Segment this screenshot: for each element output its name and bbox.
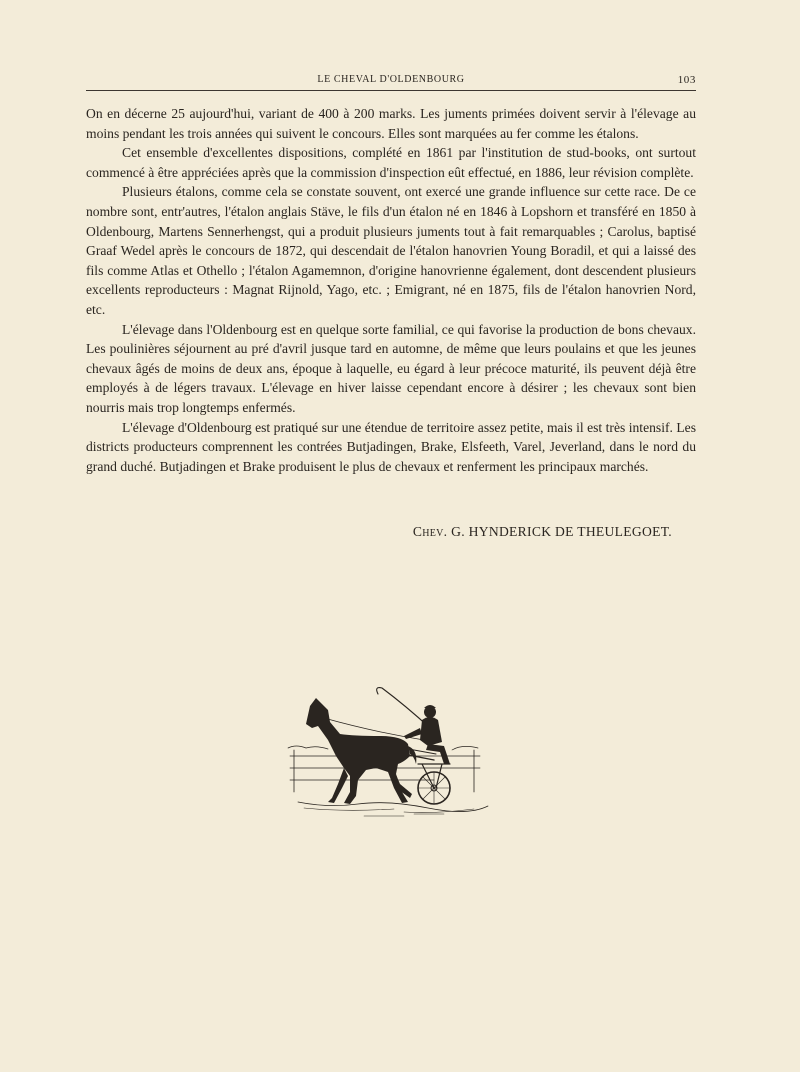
author-signature [86, 524, 672, 540]
signature-name: G. HYNDERICK DE THEULEGOET. [451, 524, 672, 539]
signature-prefix: Chev. [412, 524, 448, 539]
running-title: LE CHEVAL D'OLDENBOURG [317, 74, 465, 85]
header-rule [86, 90, 696, 91]
page-number: 103 [677, 74, 696, 86]
running-header [86, 72, 696, 90]
paragraph: Plusieurs étalons, comme cela se constate souvent, ont exercé une grande influence sur cette race. De ce nombre sont, entr'autres, l'étalon anglais Stäve, le fils d'un étalon né en 1846 à Lopshorn et transféré en 1850 à Oldenbourg, Martens Sennerhengst, qui a produit plusieurs juments tout à fait remarquables ; Carolus, baptisé Graaf Wedel après le concours de 1872, qui descendait de l'étalon hanovrien Young Boradil, et qui a laissé des fils comme Atlas et Othello ; l'étalon Agamemnon, d'origine hanovrienne également, dont descendent plusieurs excellents reproducteurs : Magnat Rijnold, Yago, etc. ; Emigrant, né en 1875, fils de l'étalon hanovrien Nord, etc. [86, 184, 696, 317]
body-text [86, 104, 696, 476]
paragraph: Cet ensemble d'excellentes dispositions, complété en 1861 par l'institution de stud-books, ont surtout commencé à être appréciées après que la commission d'inspection eût effectué, en 1886, leur révision complète. [86, 145, 696, 180]
paragraph: On en décerne 25 aujourd'hui, variant de 400 à 200 marks. Les juments primées doivent servir à l'élevage au moins pendant les trois années qui suivent le concours. Elles sont marquées au fer comme les étalons. [86, 106, 696, 141]
paragraph: L'élevage d'Oldenbourg est pratiqué sur une étendue de territoire assez petite, mais il est très intensif. Les districts producteurs comprennent les contrées Butjadingen, Brake, Elsfeeth, Varel, Jeverland, dans le nord du grand duché. Butjadingen et Brake produisent le plus de chevaux et renferment les principaux marchés. [86, 419, 696, 474]
paragraph: L'élevage dans l'Oldenbourg est en quelque sorte familial, ce qui favorise la production de bons chevaux. Les poulinières séjournent au pré d'avril jusque tard en automne, de même que leurs poulains et que les jeunes chevaux âgés de moins de deux ans, époque à laquelle, eu égard à leur précoce maturité, ils peuvent déjà être employés à de légers travaux. L'élevage en hiver laisse cependant encore à désirer ; les chevaux sont bien nourris mais trop longtemps enfermés. [86, 321, 696, 415]
horse-sulky-vignette-icon [284, 684, 494, 820]
